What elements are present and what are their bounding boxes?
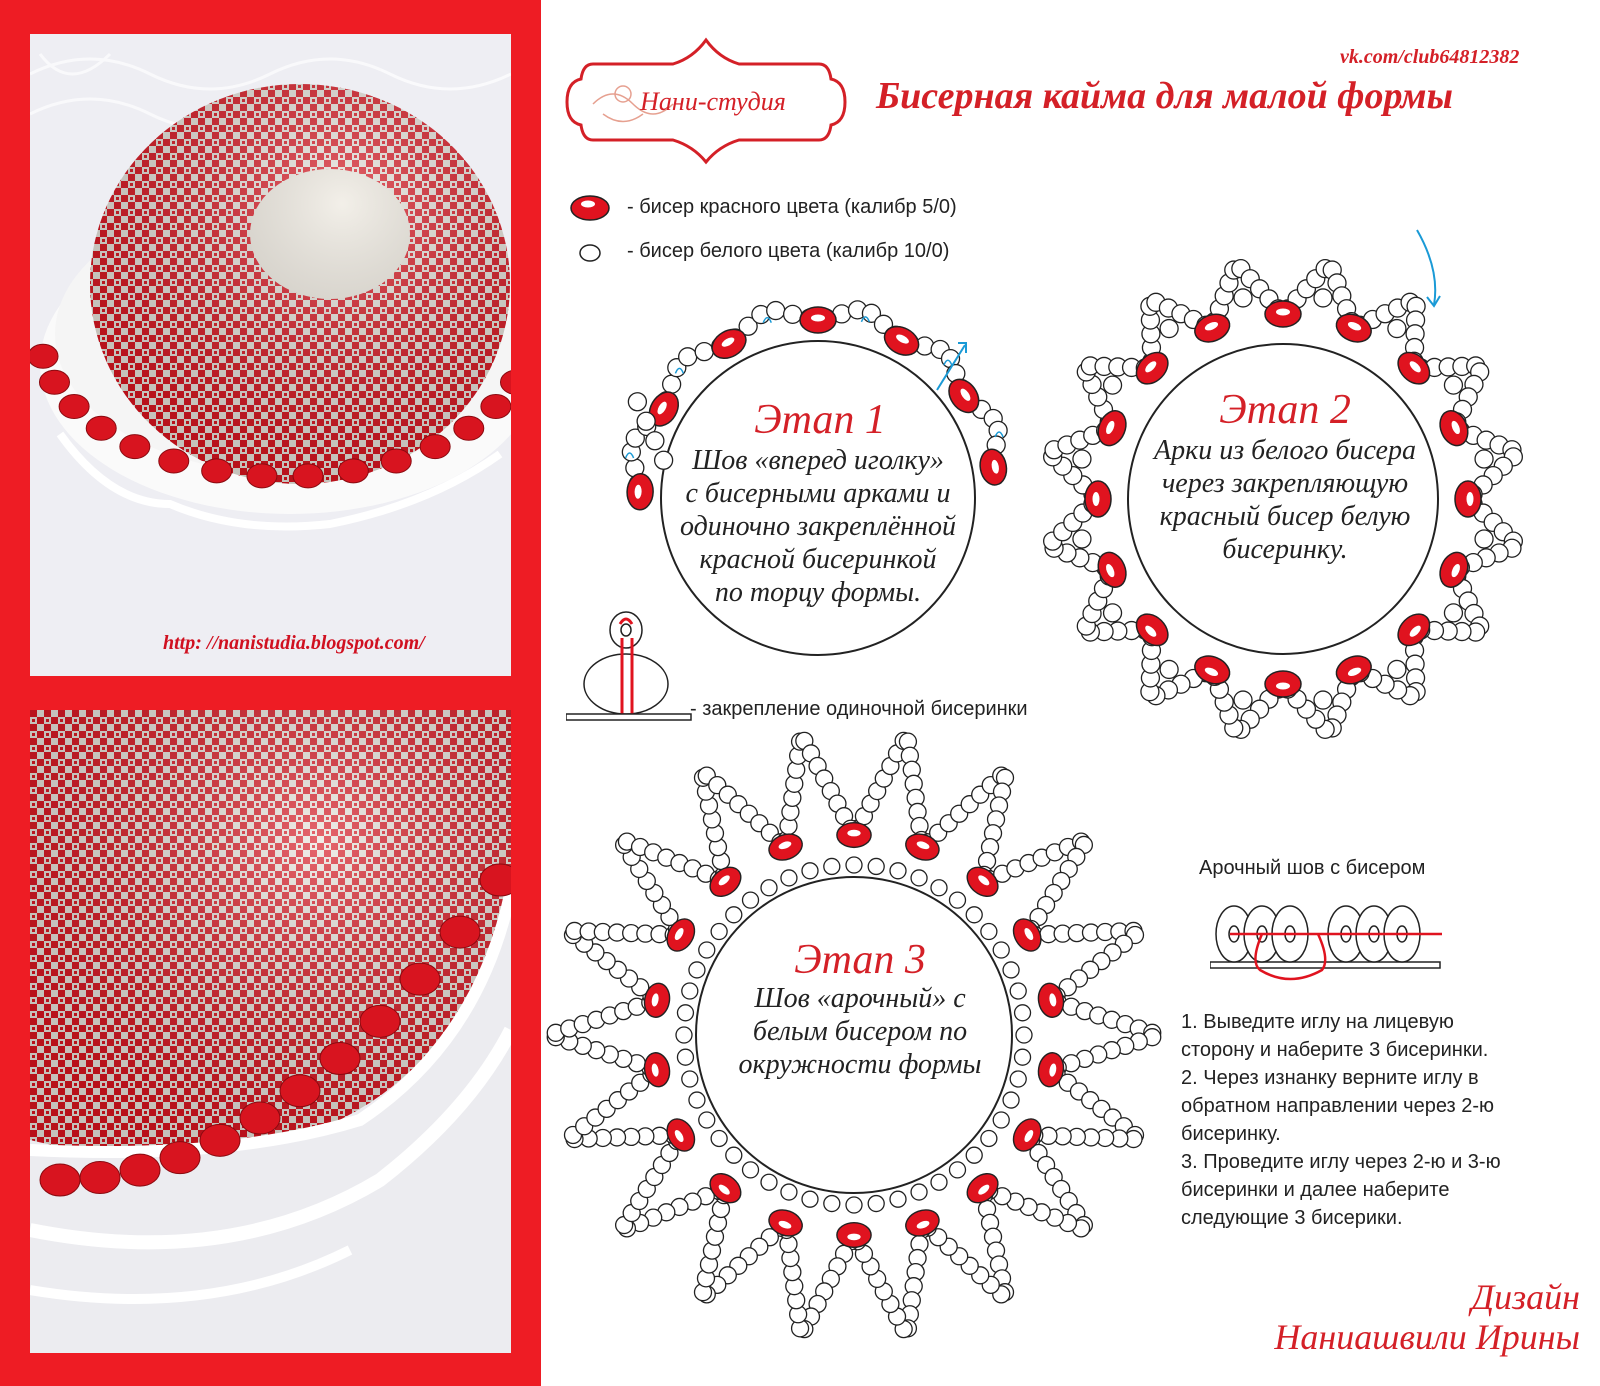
white-bead: [1104, 604, 1122, 622]
white-bead: [711, 1130, 727, 1146]
white-bead: [637, 412, 655, 430]
white-bead: [699, 942, 715, 958]
white-bead: [802, 1191, 818, 1207]
white-bead: [1444, 604, 1462, 622]
white-bead: [1073, 450, 1091, 468]
white-bead: [966, 907, 982, 923]
white-bead: [846, 1197, 862, 1213]
white-bead: [1475, 530, 1493, 548]
legend-white-bead: - бисер белого цвета (калибр 10/0): [627, 240, 950, 262]
step2-arrow: [1417, 230, 1435, 305]
white-bead: [761, 1174, 777, 1190]
red-bead: [1265, 301, 1301, 327]
red-bead: [1130, 346, 1174, 390]
white-bead: [784, 305, 802, 323]
white-bead: [663, 375, 681, 393]
white-bead: [993, 942, 1009, 958]
white-bead: [1010, 1071, 1026, 1087]
white-bead: [743, 1162, 759, 1178]
white-bead: [628, 393, 646, 411]
vk-url: vk.com/club64812382: [1340, 46, 1520, 68]
white-bead: [1073, 530, 1091, 548]
white-bead: [711, 924, 727, 940]
white-bead: [993, 1112, 1009, 1128]
step3-title: Этап 3: [794, 937, 926, 983]
red-bead: [837, 1223, 871, 1248]
step3-description: Шов «арочный» с белым бисером по окружности формы: [738, 983, 982, 1080]
white-bead: [1475, 450, 1493, 468]
white-bead: [911, 870, 927, 886]
white-bead: [1160, 660, 1178, 678]
white-bead: [781, 870, 797, 886]
red-bead: [1265, 671, 1301, 697]
step2-description: Арки из белого бисера через закрепляющую красный бисер белую бисеринку.: [1154, 435, 1416, 565]
white-bead: [726, 907, 742, 923]
step1-description: Шов «вперед иголку» с бисерными арками и одиночно закреплённой красной бисеринкой по торцу формы.: [679, 445, 957, 608]
white-bead: [981, 924, 997, 940]
design-credit-label: Дизайн: [1471, 1277, 1580, 1317]
step1-title: Этап 1: [754, 397, 886, 443]
white-bead: [677, 1005, 693, 1021]
designer-name: Наниашвили Ирины: [1274, 1317, 1580, 1357]
white-bead: [695, 343, 713, 361]
white-bead: [1003, 962, 1019, 978]
white-bead: [1314, 289, 1332, 307]
white-bead: [1388, 660, 1406, 678]
white-bead: [761, 880, 777, 896]
white-bead: [1010, 983, 1026, 999]
white-bead: [767, 302, 785, 320]
white-bead: [911, 1184, 927, 1200]
white-bead: [1160, 320, 1178, 338]
white-bead: [846, 857, 862, 873]
white-bead: [682, 983, 698, 999]
red-bead: [1085, 481, 1111, 517]
white-bead: [931, 880, 947, 896]
white-bead: [1104, 376, 1122, 394]
red-bead: [1392, 346, 1436, 390]
white-bead: [726, 1147, 742, 1163]
white-bead: [949, 892, 965, 908]
red-bead: [1392, 608, 1436, 652]
white-bead: [1015, 1005, 1031, 1021]
blog-url-caption: http: //nanistudia.blogspot.com/: [163, 632, 425, 654]
white-bead: [689, 962, 705, 978]
white-bead: [677, 1049, 693, 1065]
white-bead: [781, 1184, 797, 1200]
white-bead: [1234, 691, 1252, 709]
arch-stitch-instructions: 1. Выведите иглу на лицевую сторону и наберите 3 бисеринки. 2. Через изнанку верните иглу в обратном направлении через 2-ю бисеринку. 3. Проведите иглу через 2-ю и 3-ю бисеринки и далее наберите следующие 3 бисерики.: [1181, 1011, 1501, 1229]
white-bead: [868, 858, 884, 874]
red-bead: [837, 823, 871, 848]
white-bead: [949, 1162, 965, 1178]
white-bead: [1016, 1027, 1032, 1043]
step2-title: Этап 2: [1219, 387, 1351, 433]
white-bead: [679, 348, 697, 366]
white-bead: [868, 1196, 884, 1212]
arch-stitch-diagram: [1210, 900, 1450, 990]
logo-text: Нани-студия: [640, 87, 786, 116]
arch-stitch-title: Арочный шов с бисером: [1199, 857, 1426, 879]
white-bead: [676, 1027, 692, 1043]
white-bead: [890, 863, 906, 879]
single-bead-anchor-diagram: [566, 604, 696, 734]
red-bead: [1455, 481, 1481, 517]
white-bead: [931, 1174, 947, 1190]
white-bead: [966, 1147, 982, 1163]
white-bead: [682, 1071, 698, 1087]
white-bead: [981, 1130, 997, 1146]
white-bead: [1015, 1049, 1031, 1065]
legend-single-bead: - закрепление одиночной бисеринки: [690, 698, 1028, 720]
red-bead: [800, 307, 836, 333]
white-bead: [1234, 289, 1252, 307]
white-bead: [890, 1191, 906, 1207]
white-bead: [824, 1196, 840, 1212]
page-title: Бисерная кайма для малой формы: [876, 75, 1453, 117]
legend-red-bead: - бисер красного цвета (калибр 5/0): [627, 196, 957, 218]
white-bead: [1388, 320, 1406, 338]
white-bead: [743, 892, 759, 908]
white-bead: [689, 1092, 705, 1108]
white-bead: [1314, 691, 1332, 709]
red-bead: [1130, 608, 1174, 652]
white-bead: [802, 863, 818, 879]
white-bead: [1003, 1092, 1019, 1108]
white-bead: [1444, 376, 1462, 394]
white-bead: [824, 858, 840, 874]
white-bead: [699, 1112, 715, 1128]
